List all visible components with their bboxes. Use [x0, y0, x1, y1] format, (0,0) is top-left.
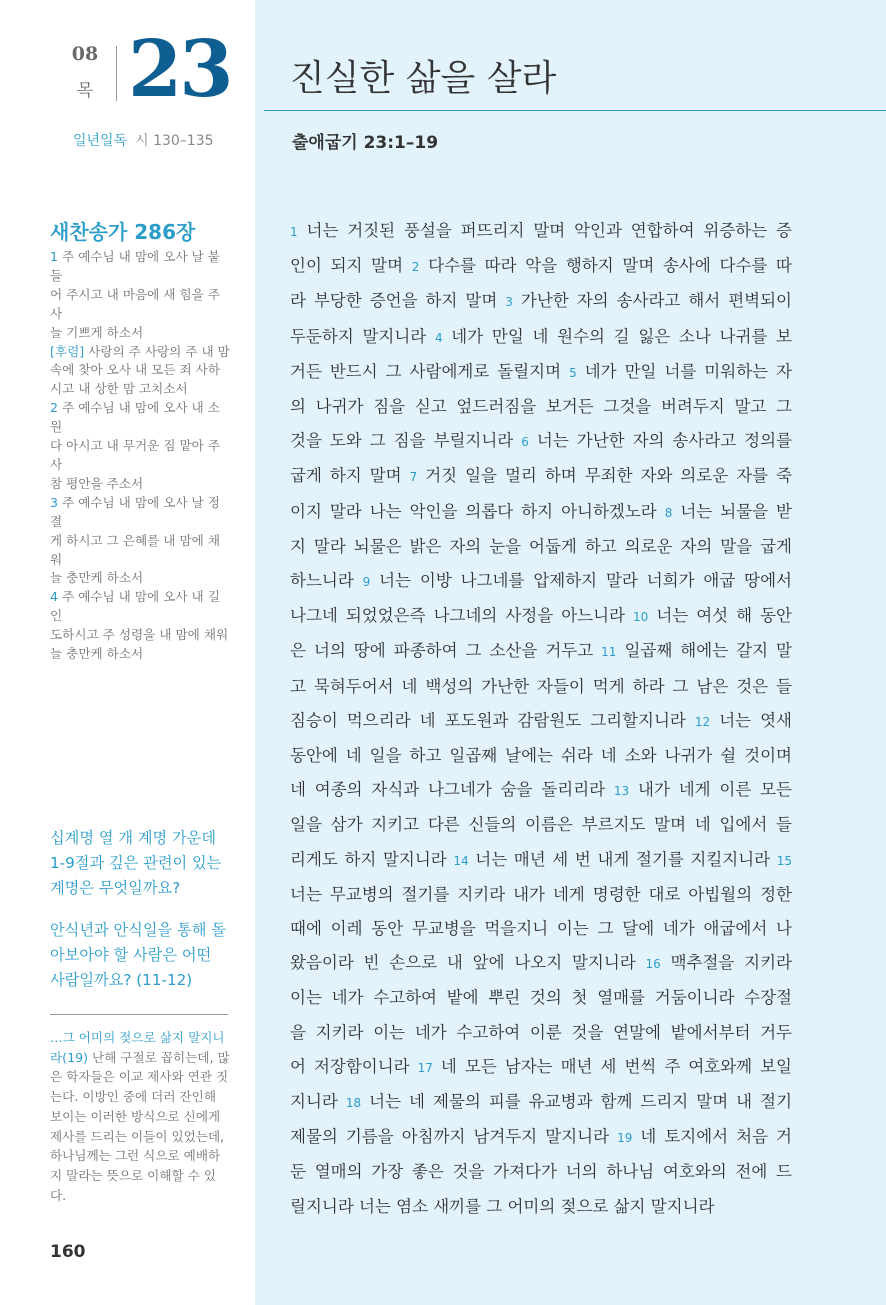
hymn-line [50, 399, 230, 437]
verse-text: 리게도 하지 말지니라 [290, 849, 454, 869]
verse-text: 둔 열매의 가장 좋은 것을 가져다가 너의 하나님 여호와의 전에 드 [290, 1162, 792, 1182]
verse-text: 하느니라 [290, 571, 363, 591]
hymn-verse-number: 3 [50, 494, 59, 510]
verse-number: 14 [453, 853, 469, 868]
scripture-line [290, 634, 792, 669]
hymn-verse-number: [후렴] [50, 343, 85, 359]
commentary-note [50, 1028, 232, 1205]
question-2: 안식년과 안식일을 통해 돌아보아야 할 사람은 어떤 사람일까요? (11-12) [50, 921, 226, 989]
hymn-line [50, 343, 230, 362]
scripture-line [290, 739, 792, 773]
hymn-line-text: 주 예수님 내 맘에 오사 날 붙들 [50, 249, 220, 283]
verse-text: 릴지니라 너는 염소 새끼를 그 어미의 젖으로 삶지 말지니라 [290, 1196, 715, 1216]
scripture-line [290, 878, 792, 912]
scripture-line [290, 912, 792, 946]
hymn-line [50, 361, 230, 380]
verse-number: 10 [633, 610, 649, 625]
verse-number: 16 [645, 957, 661, 972]
verse-text: 굽게 하지 말며 [290, 466, 410, 486]
verse-text: 너는 이방 나그네를 압제하지 말라 너희가 애굽 땅에서 [370, 571, 792, 591]
page-number: 160 [50, 1242, 86, 1262]
verse-text: 짐승이 먹으리라 네 포도원과 감람원도 그리할지니라 [290, 710, 695, 730]
verse-text: 일곱째 해에는 갈지 말 [616, 641, 792, 661]
hymn-line-text: 주 예수님 내 맘에 오사 내 소원 [50, 400, 220, 435]
hymn-line-text: 참 평안을 주소서 [50, 475, 144, 491]
verse-text: 두둔하지 말지니라 [290, 326, 435, 346]
hymn-verse-number: 2 [50, 400, 59, 416]
verse-number: 6 [521, 435, 529, 450]
reading-plan [73, 130, 214, 150]
hymn-line-text: 주 예수님 내 맘에 오사 내 길 인 [50, 589, 220, 624]
verse-number: 4 [434, 330, 443, 345]
verse-text: 지니라 [290, 1092, 346, 1112]
verse-text: 너는 엿새 [710, 710, 792, 730]
hymn-line-text: 어 주시고 내 마음에 새 힘을 주사 [50, 286, 221, 321]
note-lead: …그 어미의 젖으로 삶지 말지니라(19) [50, 1030, 225, 1065]
verse-number: 11 [601, 645, 617, 660]
scripture-line [290, 355, 792, 390]
hymn-line [50, 588, 230, 626]
verse-number: 7 [409, 470, 418, 485]
hymn-line-text: 늘 충만케 하소서 [50, 570, 144, 586]
hymn-lyrics [50, 248, 230, 664]
verse-number: 12 [694, 714, 711, 729]
hymn-line [50, 569, 230, 588]
verse-text: 너는 거짓된 풍설을 퍼뜨리지 말며 악인과 연합하여 위증하는 증 [297, 221, 792, 240]
hymn-line-text: 사랑의 주 사랑의 주 내 맘 [84, 343, 230, 359]
scripture-line [290, 284, 792, 319]
verse-text: 네 모든 남자는 매년 세 번씩 주 여호와께 보일 [432, 1056, 792, 1076]
verse-text: 동안에 네 일을 하고 일곱째 날에는 쉬라 네 소와 나귀가 쉴 것이며 [290, 746, 792, 766]
verse-number: 19 [617, 1131, 633, 1146]
verse-text: 네가 만일 너를 미워하는 자 [576, 361, 792, 381]
scripture-line [290, 214, 792, 249]
passage-reference: 출애굽기 23:1–19 [292, 133, 439, 153]
verse-text: 다수를 따라 악을 행하지 말며 송사에 다수를 따 [419, 256, 792, 276]
hymn-line [50, 645, 230, 664]
verse-text: 네 토지에서 처음 거 [632, 1127, 792, 1147]
hymn-line [50, 248, 230, 286]
verse-text: 너는 뇌물을 받 [672, 501, 792, 521]
scripture-line [290, 1085, 792, 1120]
note-divider [50, 1014, 228, 1015]
scripture-line [290, 495, 792, 530]
hymn-line-text: 늘 충만케 하소서 [50, 646, 144, 662]
scripture-line [290, 946, 792, 981]
hymn-verse-number: 4 [50, 589, 59, 605]
scripture-line [290, 249, 792, 284]
verse-text: 너는 여섯 해 동안 [648, 606, 792, 626]
scripture-text [290, 214, 792, 1224]
reading-plan-label: 일년일독 [73, 133, 128, 149]
title-underline [264, 110, 886, 111]
hymn-title: 새찬송가 286장 [50, 220, 196, 244]
scripture-line [290, 843, 792, 878]
verse-number: 1 [290, 225, 298, 239]
verse-number: 13 [613, 784, 630, 799]
verse-number: 2 [411, 260, 420, 275]
verse-text: 네가 만일 네 원수의 길 잃은 소나 나귀를 보 [442, 326, 792, 346]
verse-text: 거든 반드시 그 사람에게로 돌릴지며 [290, 361, 570, 381]
hymn-line-text: 속에 찾아 오사 내 모든 죄 사하 [50, 362, 221, 378]
scripture-line [290, 1190, 792, 1224]
question-1: 십계명 열 개 계명 가운데 1-9절과 깊은 관련이 있는 계명은 무엇일까요? [50, 829, 222, 897]
hymn-line-text: 시고 내 상한 맘 고치소서 [50, 381, 188, 397]
verse-text: 일을 삼가 지키고 다른 신들의 이름은 부르지도 말며 네 입에서 들 [290, 815, 792, 835]
weekday: 목 [76, 81, 94, 101]
hymn-line [50, 324, 230, 343]
scripture-line [290, 704, 792, 739]
scripture-line [290, 564, 792, 599]
verse-text: 을 지키라 이는 네가 수고하여 이룬 것을 연말에 밭에서부터 거두 [290, 1022, 792, 1042]
reading-plan-ref: 시 130–135 [135, 133, 214, 149]
verse-number: 3 [505, 295, 513, 310]
verse-text: 너는 네 제물의 피를 유교병과 함께 드리지 말며 내 절기 [361, 1092, 793, 1112]
verse-number: 9 [362, 575, 371, 590]
verse-text: 라 부당한 증언을 하지 말며 [290, 291, 506, 311]
verse-number: 8 [664, 505, 673, 520]
verse-text: 왔음이라 빈 손으로 내 앞에 나오지 말지니라 [290, 953, 646, 973]
scripture-line [290, 1155, 792, 1189]
hymn-line-text: 주 예수님 내 맘에 오사 날 정결 [50, 494, 220, 529]
hymn-line-text: 도하시고 주 성령을 내 맘에 채워 [50, 627, 229, 643]
verse-text: 고 묵혀두어서 네 백성의 가난한 자들이 먹게 하라 그 남은 것은 들 [290, 676, 792, 696]
hymn-line [50, 626, 230, 645]
verse-text: 것을 도와 그 짐을 부릴지니라 [290, 431, 522, 451]
month-number: 08 [71, 43, 99, 65]
verse-text: 의 나귀가 짐을 싣고 엎드러짐을 보거든 그것을 버려두지 말고 그 [290, 397, 792, 417]
note-text: 난해 구절로 꼽히는데, 많은 학자들은 이교 제사와 연관 짓는다. 이방인 중에 더러 잔인해 보이는 이러한 방식으로 신에게 제사를 드리는 이들이 있었는데, 하나님께는 그런 식으로 예배하지 말라는 뜻으로 이해할 수 있다. [50, 1049, 230, 1203]
verse-text: 네 여종의 자식과 나그네가 숨을 돌리리라 [290, 780, 614, 800]
scripture-line [290, 599, 792, 634]
verse-number: 18 [345, 1096, 362, 1111]
verse-text: 지 말라 뇌물은 밝은 자의 눈을 어둡게 하고 의로운 자의 말을 굽게 [290, 536, 792, 556]
scripture-line [290, 670, 792, 704]
scripture-line [290, 390, 792, 424]
verse-text: 제물의 기름을 아침까지 남겨두지 말지니라 [290, 1127, 618, 1147]
verse-number: 17 [417, 1060, 433, 1075]
verse-text: 거짓 일을 멀리 하며 무죄한 자와 의로운 자를 죽 [417, 466, 792, 486]
scripture-line [290, 808, 792, 842]
scripture-line [290, 459, 792, 494]
verse-text: 이는 네가 수고하여 밭에 뿌린 것의 첫 열매를 거둠이니라 수장절 [290, 988, 792, 1008]
verse-text: 은 너의 땅에 파종하여 그 소산을 거두고 [290, 641, 602, 661]
verse-text: 때에 이레 동안 무교병을 먹을지니 이는 그 달에 네가 애굽에서 나 [290, 919, 792, 939]
hymn-line [50, 475, 230, 494]
hymn-line-text: 게 하시고 그 은혜를 내 맘에 채워 [50, 532, 221, 567]
verse-text: 내가 네게 이른 모든 [629, 780, 792, 800]
verse-text: 인이 되지 말며 [290, 256, 412, 276]
scripture-line [290, 773, 792, 808]
scripture-line [290, 1120, 792, 1155]
scripture-line [290, 981, 792, 1015]
verse-number: 15 [776, 853, 793, 868]
page-title: 진실한 삶을 살라 [290, 58, 557, 99]
hymn-line [50, 437, 230, 475]
day-number: 23 [128, 24, 231, 115]
hymn-line [50, 532, 230, 570]
sidebar [0, 0, 255, 1305]
hymn-verse-number: 1 [50, 249, 59, 264]
verse-text: 나그네 되었었은즉 나그네의 사정을 아느니라 [290, 606, 633, 626]
scripture-line [290, 320, 792, 355]
hymn-line-text: 늘 기쁘게 하소서 [50, 324, 144, 340]
verse-text: 어 저장함이니라 [290, 1056, 418, 1076]
hymn-line [50, 286, 230, 324]
hymn-line [50, 494, 230, 532]
verse-text: 너는 가난한 자의 송사라고 정의를 [528, 431, 793, 451]
verse-text: 이지 말라 나는 악인을 의롭다 하지 아니하겠노라 [290, 501, 665, 521]
hymn-line [50, 380, 230, 399]
verse-text: 가난한 자의 송사라고 해서 편벽되이 [512, 291, 792, 311]
hymn-line-text: 다 아시고 내 무거운 짐 맡아 주사 [50, 438, 221, 472]
verse-text: 맥추절을 지키라 [660, 953, 792, 973]
date-divider [116, 46, 117, 101]
verse-text: 너는 매년 세 번 내게 절기를 지킬지니라 [468, 849, 777, 869]
scripture-line [290, 424, 792, 459]
scripture-line [290, 1016, 792, 1050]
verse-text: 너는 무교병의 절기를 지키라 내가 네게 명령한 대로 아빕월의 정한 [290, 884, 792, 904]
scripture-line [290, 1050, 792, 1085]
scripture-line [290, 530, 792, 564]
verse-number: 5 [569, 365, 577, 380]
